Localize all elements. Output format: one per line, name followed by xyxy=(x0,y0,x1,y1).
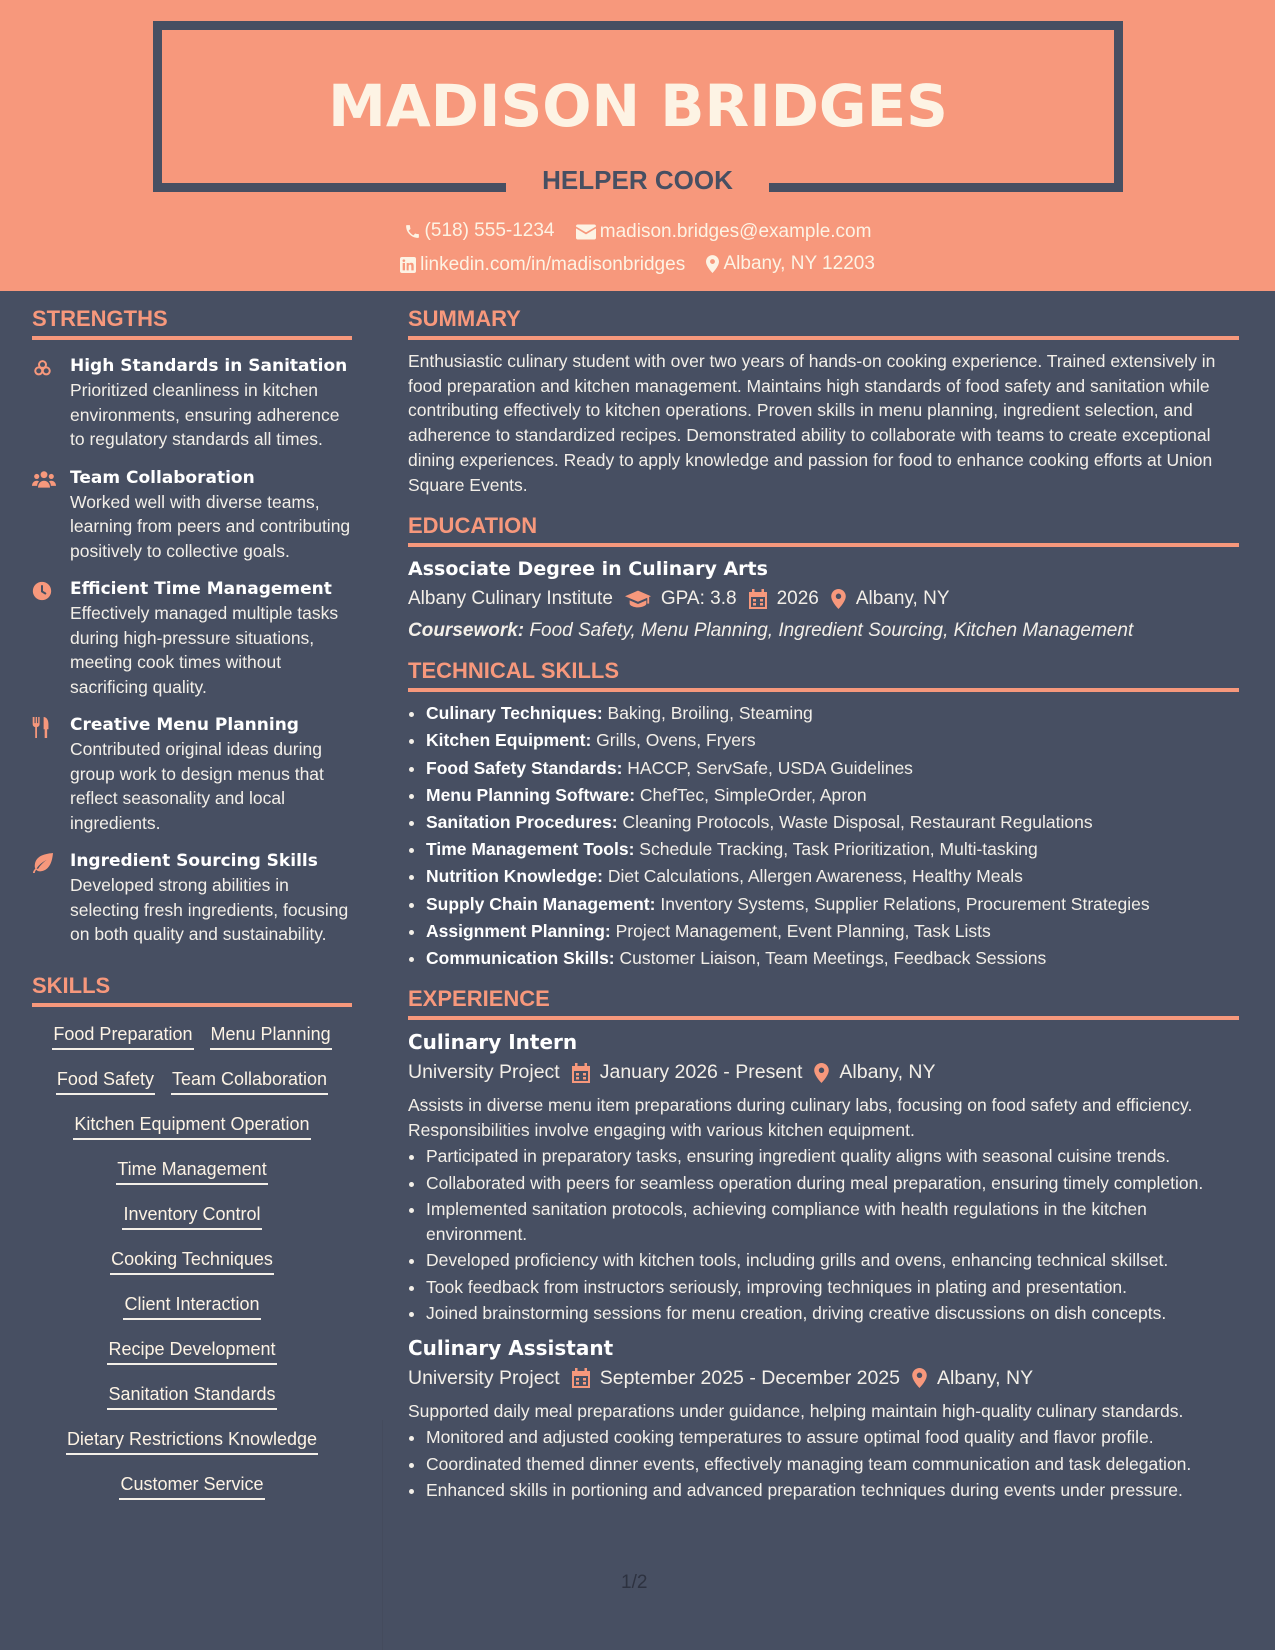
list-item: • Coordinated themed dinner events, effectively managing team communication and task delegation. xyxy=(426,1452,1239,1477)
job-location: Albany, NY xyxy=(936,1366,1034,1389)
job-responsibilities xyxy=(408,1425,1239,1503)
degree-title: Associate Degree in Culinary Arts xyxy=(408,558,768,581)
location-contact xyxy=(706,253,874,275)
envelope-icon xyxy=(576,224,596,240)
calendar-icon xyxy=(572,1368,590,1388)
skill-value: Project Management, Event Planning, Task Lists xyxy=(615,920,991,941)
list-item xyxy=(426,918,1239,945)
job-org: University Project xyxy=(408,1366,560,1389)
list-item xyxy=(426,836,1239,863)
strength-item xyxy=(32,713,352,835)
gpa: GPA: 3.8 xyxy=(660,588,737,610)
technical-skills-heading: TECHNICAL SKILLS xyxy=(408,658,1239,692)
page-number: 1/2 xyxy=(621,1572,648,1593)
skill-tag: Team Collaboration xyxy=(171,1067,328,1095)
skills-list xyxy=(32,1013,352,1508)
technical-skills-list xyxy=(408,700,1239,972)
job-title: Culinary Intern xyxy=(408,1030,578,1055)
strength-desc: Contributed original ideas during group work to design menus that reflect seasonality and local ingredients. xyxy=(70,739,324,833)
skill-tag: Client Interaction xyxy=(123,1292,260,1320)
strength-title: High Standards in Sanitation xyxy=(70,356,348,376)
education-meta xyxy=(408,588,1239,610)
list-item xyxy=(426,727,1239,754)
list-item: • Participated in preparatory tasks, ensuring ingredient quality aligns with seasonal cuisine trends. xyxy=(426,1144,1239,1169)
list-item xyxy=(426,809,1239,836)
job-meta xyxy=(408,1367,1239,1390)
strength-item xyxy=(32,466,352,564)
job-responsibilities xyxy=(408,1144,1239,1326)
job-dates: September 2025 - December 2025 xyxy=(599,1366,900,1389)
skill-label: Assignment Planning: xyxy=(426,920,611,941)
skill-label: Supply Chain Management: xyxy=(426,893,656,914)
school-name: Albany Culinary Institute xyxy=(408,588,613,610)
linkedin-icon xyxy=(400,257,416,273)
skill-value: Baking, Broiling, Steaming xyxy=(607,703,813,724)
skill-tag: Cooking Techniques xyxy=(110,1247,274,1275)
list-item xyxy=(426,891,1239,918)
list-item: • Collaborated with peers for seamless operation during meal preparation, ensuring timely completion. xyxy=(426,1171,1239,1196)
strength-desc: Effectively managed multiple tasks during high-pressure situations, meeting cook times without sacrificing quality. xyxy=(70,603,339,697)
map-marker-icon xyxy=(912,1368,927,1388)
job-role: HELPER COOK xyxy=(542,165,733,195)
list-item xyxy=(426,945,1239,972)
job-description: Assists in diverse menu item preparations during culinary labs, focusing on food safety and efficiency. Responsibilities involve engaging with various kitchen equipment. xyxy=(408,1095,1193,1140)
skills-heading: SKILLS xyxy=(32,973,352,1007)
coursework-label: Coursework: xyxy=(408,620,525,642)
coursework-list: Food Safety, Menu Planning, Ingredient Sourcing, Kitchen Management xyxy=(529,620,1134,642)
job-entry xyxy=(408,1030,1239,1326)
skill-value: ChefTec, SimpleOrder, Apron xyxy=(639,784,867,805)
list-item: • Enhanced skills in portioning and advanced preparation techniques during events under pressure. xyxy=(426,1478,1239,1503)
column-divider xyxy=(382,1420,383,1650)
map-marker-icon xyxy=(814,1063,829,1083)
skill-tag: Inventory Control xyxy=(122,1202,261,1230)
skill-value: Schedule Tracking, Task Prioritization, Multi-tasking xyxy=(639,839,1038,860)
role-wrap xyxy=(506,160,769,204)
calendar-icon xyxy=(749,589,767,609)
phone-contact[interactable] xyxy=(404,220,555,242)
skill-value: Grills, Ovens, Fryers xyxy=(596,730,756,751)
skill-tag: Menu Planning xyxy=(210,1022,332,1050)
job-description: Supported daily meal preparations under guidance, helping maintain high-quality culinary standards. xyxy=(408,1400,1184,1421)
skill-label: Communication Skills: xyxy=(426,948,615,969)
summary-heading: SUMMARY xyxy=(408,306,1239,340)
biohazard-icon xyxy=(32,358,53,378)
skill-tag: Customer Service xyxy=(119,1472,264,1500)
list-item: • Developed proficiency with kitchen tools, including grills and ovens, enhancing technical skillset. xyxy=(426,1248,1239,1273)
job-dates: January 2026 - Present xyxy=(599,1061,803,1084)
map-marker-icon xyxy=(706,255,719,273)
leaf-icon xyxy=(32,853,54,873)
candidate-name: MADISON BRIDGES xyxy=(328,72,948,140)
strength-item xyxy=(32,577,352,699)
phone-icon xyxy=(404,223,421,240)
skill-label: Time Management Tools: xyxy=(426,839,635,860)
contact-row-2 xyxy=(0,253,1275,279)
strength-title: Creative Menu Planning xyxy=(70,715,299,735)
skill-tag: Food Safety xyxy=(56,1067,155,1095)
job-entry xyxy=(408,1336,1239,1503)
skill-label: Culinary Techniques: xyxy=(426,703,603,724)
users-icon xyxy=(32,470,56,488)
map-marker-icon xyxy=(831,589,846,609)
job-location: Albany, NY xyxy=(839,1061,936,1084)
header xyxy=(0,0,1275,291)
job-title: Culinary Assistant xyxy=(408,1335,614,1360)
email-contact[interactable] xyxy=(576,221,872,243)
list-item: • Implemented sanitation protocols, achieving compliance with health regulations in the kitchen environment. xyxy=(426,1197,1239,1246)
strengths-heading: STRENGTHS xyxy=(32,306,352,340)
left-column xyxy=(32,291,352,1508)
right-column xyxy=(408,291,1239,1503)
skill-value: HACCP, ServSafe, USDA Guidelines xyxy=(627,757,913,778)
utensils-icon xyxy=(32,717,50,738)
skill-label: Kitchen Equipment: xyxy=(426,730,592,751)
skill-value: Customer Liaison, Team Meetings, Feedback Sessions xyxy=(619,948,1047,969)
skill-label: Menu Planning Software: xyxy=(426,784,636,805)
strength-title: Team Collaboration xyxy=(70,467,255,488)
phone-text: (518) 555-1234 xyxy=(424,220,555,241)
linkedin-contact[interactable] xyxy=(400,254,685,276)
location-text: Albany, NY 12203 xyxy=(723,253,875,274)
skill-tag: Kitchen Equipment Operation xyxy=(73,1112,310,1140)
skill-tag: Sanitation Standards xyxy=(107,1382,276,1410)
linkedin-text: linkedin.com/in/madisonbridges xyxy=(420,254,686,275)
job-meta xyxy=(408,1061,1239,1084)
skill-label: Nutrition Knowledge: xyxy=(426,866,603,887)
skill-label: Sanitation Procedures: xyxy=(426,812,618,833)
skill-tag: Dietary Restrictions Knowledge xyxy=(66,1427,318,1455)
skill-label: Food Safety Standards: xyxy=(426,757,623,778)
experience-heading: EXPERIENCE xyxy=(408,986,1239,1020)
job-org: University Project xyxy=(408,1061,560,1084)
skill-tag: Food Preparation xyxy=(52,1022,193,1050)
list-item xyxy=(426,700,1239,727)
summary-text: Enthusiastic culinary student with over two years of hands-on cooking experience. Trained extensively in food preparation and kitchen management. Maintains high standards of food safety and sanitation while contributing effectively to kitchen operations. Proven skills in menu planning, ingredient selection, and adherence to standardized recipes. Demonstrated ability to collaborate with teams to create exceptional dining experiences. Ready to apply knowledge and passion for food to enhance cooking efforts at Union Square Events. xyxy=(408,351,1216,495)
strength-item xyxy=(32,354,352,452)
list-item xyxy=(426,755,1239,782)
coursework xyxy=(408,620,1239,642)
list-item: • Took feedback from instructors seriously, improving techniques in plating and presentation. xyxy=(426,1275,1239,1300)
calendar-icon xyxy=(572,1063,590,1083)
skill-value: Diet Calculations, Allergen Awareness, Healthy Meals xyxy=(607,866,1023,887)
strength-title: Efficient Time Management xyxy=(70,579,332,599)
graduation-year: 2026 xyxy=(776,588,819,610)
list-item: • Monitored and adjusted cooking temperatures to assure optimal food quality and flavor profile. xyxy=(426,1425,1239,1450)
list-item xyxy=(426,863,1239,890)
strength-desc: Worked well with diverse teams, learning from peers and contributing positively to collective goals. xyxy=(70,491,351,561)
clock-icon xyxy=(32,581,52,601)
email-text: madison.bridges@example.com xyxy=(599,220,872,242)
strength-title: Ingredient Sourcing Skills xyxy=(70,851,318,871)
education-location: Albany, NY xyxy=(855,588,950,610)
skill-tag: Recipe Development xyxy=(107,1337,276,1365)
graduation-cap-icon xyxy=(625,590,651,608)
strength-desc: Prioritized cleanliness in kitchen environments, ensuring adherence to regulatory standards all times. xyxy=(70,380,340,449)
skill-value: Cleaning Protocols, Waste Disposal, Restaurant Regulations xyxy=(622,812,1093,833)
strength-desc: Developed strong abilities in selecting fresh ingredients, focusing on both quality and sustainability. xyxy=(70,875,349,944)
list-item: • Joined brainstorming sessions for menu creation, driving creative discussions on dish concepts. xyxy=(426,1301,1239,1326)
contact-row-1 xyxy=(0,220,1275,246)
skill-value: Inventory Systems, Supplier Relations, Procurement Strategies xyxy=(660,893,1150,914)
education-heading: EDUCATION xyxy=(408,513,1239,547)
skill-tag: Time Management xyxy=(116,1157,267,1185)
list-item xyxy=(426,782,1239,809)
strength-item xyxy=(32,849,352,947)
